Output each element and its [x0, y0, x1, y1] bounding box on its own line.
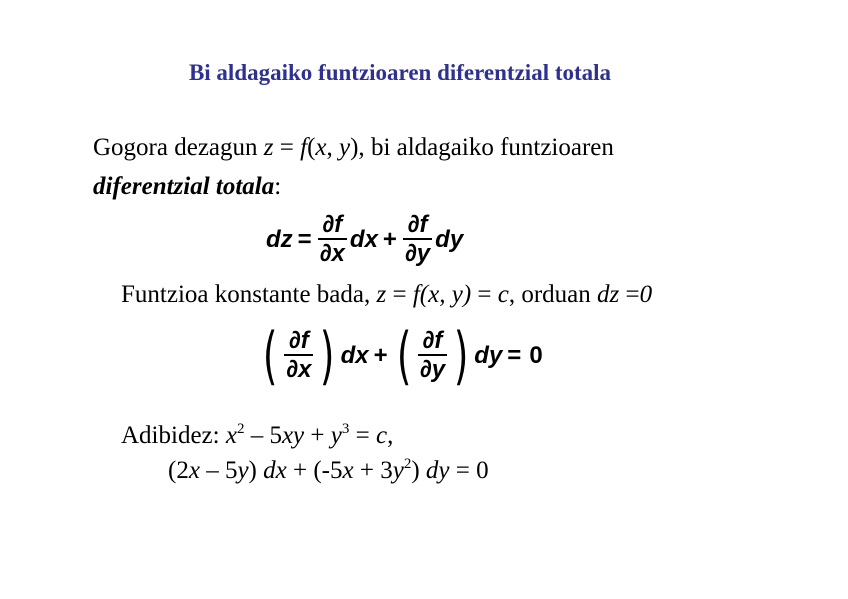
var-dx: dx: [263, 457, 287, 484]
var-x: x: [225, 422, 237, 449]
eq-sign: =: [273, 134, 301, 161]
formula-dy: dy: [435, 226, 464, 253]
paren-open: (: [307, 134, 316, 161]
term: + 3: [353, 457, 393, 484]
exponent: 2: [403, 456, 412, 472]
eq-sign: =: [386, 281, 413, 308]
var-x: x: [315, 134, 327, 161]
intro-line-2: [93, 173, 281, 201]
var-c: c: [375, 422, 388, 449]
fraction-denominator: ∂x: [286, 356, 312, 383]
term: – 5: [199, 457, 238, 484]
fraction-numerator: ∂f: [422, 327, 443, 354]
fraction-numerator: ∂f: [407, 211, 428, 238]
term: – 5: [244, 422, 282, 449]
left-paren: (: [396, 319, 412, 392]
eq-sign: =: [471, 281, 498, 308]
formula-eq: =: [297, 226, 312, 253]
intro-line-1: [93, 134, 614, 162]
total-differential-term: diferentzial totala: [93, 173, 275, 200]
fraction-denominator: ∂y: [404, 240, 431, 267]
exponent: 2: [236, 421, 245, 437]
formula-dx: dx: [349, 226, 378, 253]
var-xy: xy: [281, 422, 305, 449]
formula-plus: +: [382, 226, 397, 253]
zero-differential-formula: [258, 319, 547, 392]
term: = 0: [449, 457, 489, 484]
var-x: x: [342, 457, 354, 484]
var-y: y: [237, 457, 249, 484]
slide-title: Bi aldagaiko funtzioaren diferentzial totala: [188, 60, 612, 85]
partial-fraction-y: [418, 328, 447, 384]
example-line-2: [168, 457, 489, 485]
total-differential-formula: [265, 212, 464, 268]
right-paren: ): [453, 319, 469, 392]
var-y: y: [330, 422, 342, 449]
exponent: 3: [341, 421, 350, 437]
term: ): [411, 457, 426, 484]
formula-lhs: dz: [266, 226, 293, 253]
paren-close: ),: [350, 134, 365, 161]
constant-condition-line: [121, 281, 652, 309]
left-paren: (: [262, 319, 278, 392]
constant-text: Funtzioa konstante bada,: [121, 281, 377, 308]
formula-dy: dy: [474, 342, 503, 369]
intro-text: Gogora dezagun: [93, 134, 264, 161]
term: (2: [168, 457, 189, 484]
formula-dx: dx: [340, 342, 369, 369]
formula-eq: =: [507, 342, 522, 369]
fraction-denominator: ∂y: [419, 356, 446, 383]
var-dy: dy: [425, 457, 450, 484]
function-args: (x, y): [419, 281, 472, 308]
plus: +: [304, 422, 331, 449]
var-c: c: [497, 281, 509, 308]
fraction-numerator: ∂f: [322, 211, 343, 238]
colon: :: [274, 173, 282, 200]
fraction-denominator: ∂x: [319, 240, 345, 267]
var-f: f: [300, 134, 308, 161]
then-text: , orduan: [508, 281, 598, 308]
intro-tail: bi aldagaiko funtzioaren: [364, 134, 614, 161]
var-dz: dz: [597, 281, 620, 308]
example-line-1: [121, 422, 393, 450]
formula-plus: +: [373, 342, 388, 369]
eq-sign: =: [619, 281, 640, 308]
term: ): [248, 457, 264, 484]
partial-fraction-x: [318, 212, 347, 268]
var-y: y: [392, 457, 404, 484]
partial-fraction-y: [403, 212, 432, 268]
formula-zero: 0: [529, 342, 543, 369]
term: + (-5: [286, 457, 343, 484]
comma: ,: [326, 134, 339, 161]
partial-fraction-x: [284, 328, 313, 384]
zero: 0: [639, 281, 653, 308]
var-y: y: [339, 134, 351, 161]
var-z: z: [263, 134, 274, 161]
var-x: x: [188, 457, 200, 484]
example-label: Adibidez:: [121, 422, 226, 449]
var-f: f: [412, 281, 420, 308]
right-paren: ): [320, 319, 335, 392]
fraction-numerator: ∂f: [288, 327, 309, 354]
eq-sign: =: [349, 422, 376, 449]
var-z: z: [376, 281, 387, 308]
comma: ,: [387, 422, 394, 449]
